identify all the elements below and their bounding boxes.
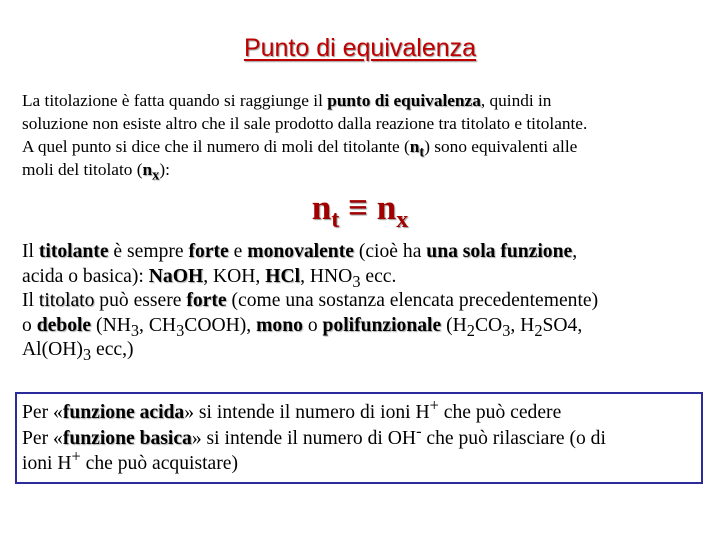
text: (come una sostanza elencata precedentemente): [226, 290, 599, 311]
symbol-n: n: [409, 137, 420, 156]
text: ) sono equivalenti alle: [424, 137, 578, 156]
term-titolato: titolato: [38, 290, 95, 311]
formula-n-left: n: [311, 188, 332, 227]
text: o: [22, 314, 37, 336]
subscript-x: x: [152, 167, 160, 184]
superscript: +: [429, 395, 439, 415]
term-mono: mono: [256, 314, 303, 336]
text: moli del titolato (: [22, 160, 143, 179]
symbol-n: n: [142, 160, 153, 179]
text: , CH: [139, 314, 177, 336]
text: ecc.: [360, 265, 397, 287]
term-una-sola-funzione: una sola funzione: [426, 241, 573, 262]
subscript: 3: [82, 344, 92, 364]
titrant-line-5: [22, 338, 706, 363]
term-forte: forte: [188, 241, 229, 262]
subscript: 3: [502, 320, 511, 340]
term-punto-di-equivalenza: punto di equivalenza: [327, 91, 481, 110]
text: » si intende il numero di OH: [191, 427, 417, 449]
text: (cioè ha: [353, 241, 427, 262]
text: La titolazione è fatta quando si raggiunge il: [22, 91, 328, 110]
text: che può acquistare): [80, 453, 238, 474]
term-hcl: HCl: [265, 265, 301, 287]
term-monovalente: monovalente: [247, 241, 354, 262]
text: o: [302, 314, 323, 336]
text: , HNO: [300, 265, 353, 287]
text: Il: [22, 241, 39, 262]
term-naoh: NaOH: [148, 265, 204, 287]
box-line-1: [22, 395, 697, 426]
formula-n-right: n: [376, 188, 397, 227]
text: » si intende il numero di ioni H: [184, 402, 430, 423]
box-line-3: [22, 446, 697, 477]
text: A quel punto si dice che il numero di moli del titolante (: [22, 137, 410, 156]
intro-line-3: [22, 135, 702, 161]
term-funzione-acida: funzione acida: [62, 402, 185, 423]
term-funzione-basica: funzione basica: [62, 427, 192, 449]
formula-sub-x: x: [396, 207, 409, 233]
titrant-paragraph: [22, 240, 706, 363]
intro-line-4: [22, 158, 702, 184]
text: può essere: [94, 290, 187, 311]
text: COOH),: [184, 314, 257, 336]
formula-equiv-sign: ≡: [339, 188, 377, 227]
subscript: 2: [534, 320, 543, 340]
titrant-line-1: [22, 240, 706, 265]
slide-title: Punto di equivalenza: [243, 34, 477, 62]
text: e: [228, 241, 248, 262]
text: , quindi in: [480, 91, 552, 110]
intro-line-2: soluzione non esiste altro che il sale prodotto dalla reazione tra titolato e titolante.: [22, 114, 588, 133]
titrant-line-2: [22, 265, 706, 290]
symbol-nt: [409, 137, 425, 161]
term-forte: forte: [186, 290, 227, 311]
term-debole: debole: [36, 314, 92, 336]
text: che può rilasciare (o di: [421, 427, 606, 449]
subscript: 3: [352, 271, 361, 291]
subscript-t: t: [419, 144, 425, 161]
text: acida o basica):: [22, 265, 149, 287]
text: , KOH,: [203, 265, 266, 287]
titrant-line-4: [22, 314, 706, 339]
equivalence-formula: [0, 188, 720, 233]
formula-sub-t: t: [331, 207, 340, 233]
intro-line-1: [22, 89, 702, 112]
text: ):: [159, 160, 170, 179]
symbol-nx: [142, 160, 160, 184]
text: (H: [441, 314, 467, 336]
text: ioni H: [22, 453, 72, 474]
text: Al(OH): [22, 339, 83, 360]
titrant-line-3: [22, 289, 706, 314]
term-titolante: titolante: [38, 241, 109, 262]
text: CO: [474, 314, 503, 336]
text: ,: [572, 241, 578, 262]
subscript: 3: [130, 320, 140, 340]
text: (NH: [91, 314, 131, 336]
text: che può cedere: [438, 402, 562, 423]
text: SO4,: [542, 314, 583, 336]
box-line-2: [22, 420, 697, 452]
text: è sempre: [108, 241, 189, 262]
subscript: 2: [466, 320, 475, 340]
text: Il: [22, 290, 39, 311]
intro-paragraph: [22, 89, 702, 184]
superscript: -: [416, 420, 422, 440]
superscript: +: [71, 446, 81, 466]
text: Per «: [22, 402, 63, 423]
text: Per «: [22, 427, 63, 449]
text: , H: [510, 314, 535, 336]
text: ecc,): [91, 339, 134, 360]
subscript: 3: [176, 320, 185, 340]
definition-box: [15, 392, 703, 484]
term-polifunzionale: polifunzionale: [322, 314, 442, 336]
